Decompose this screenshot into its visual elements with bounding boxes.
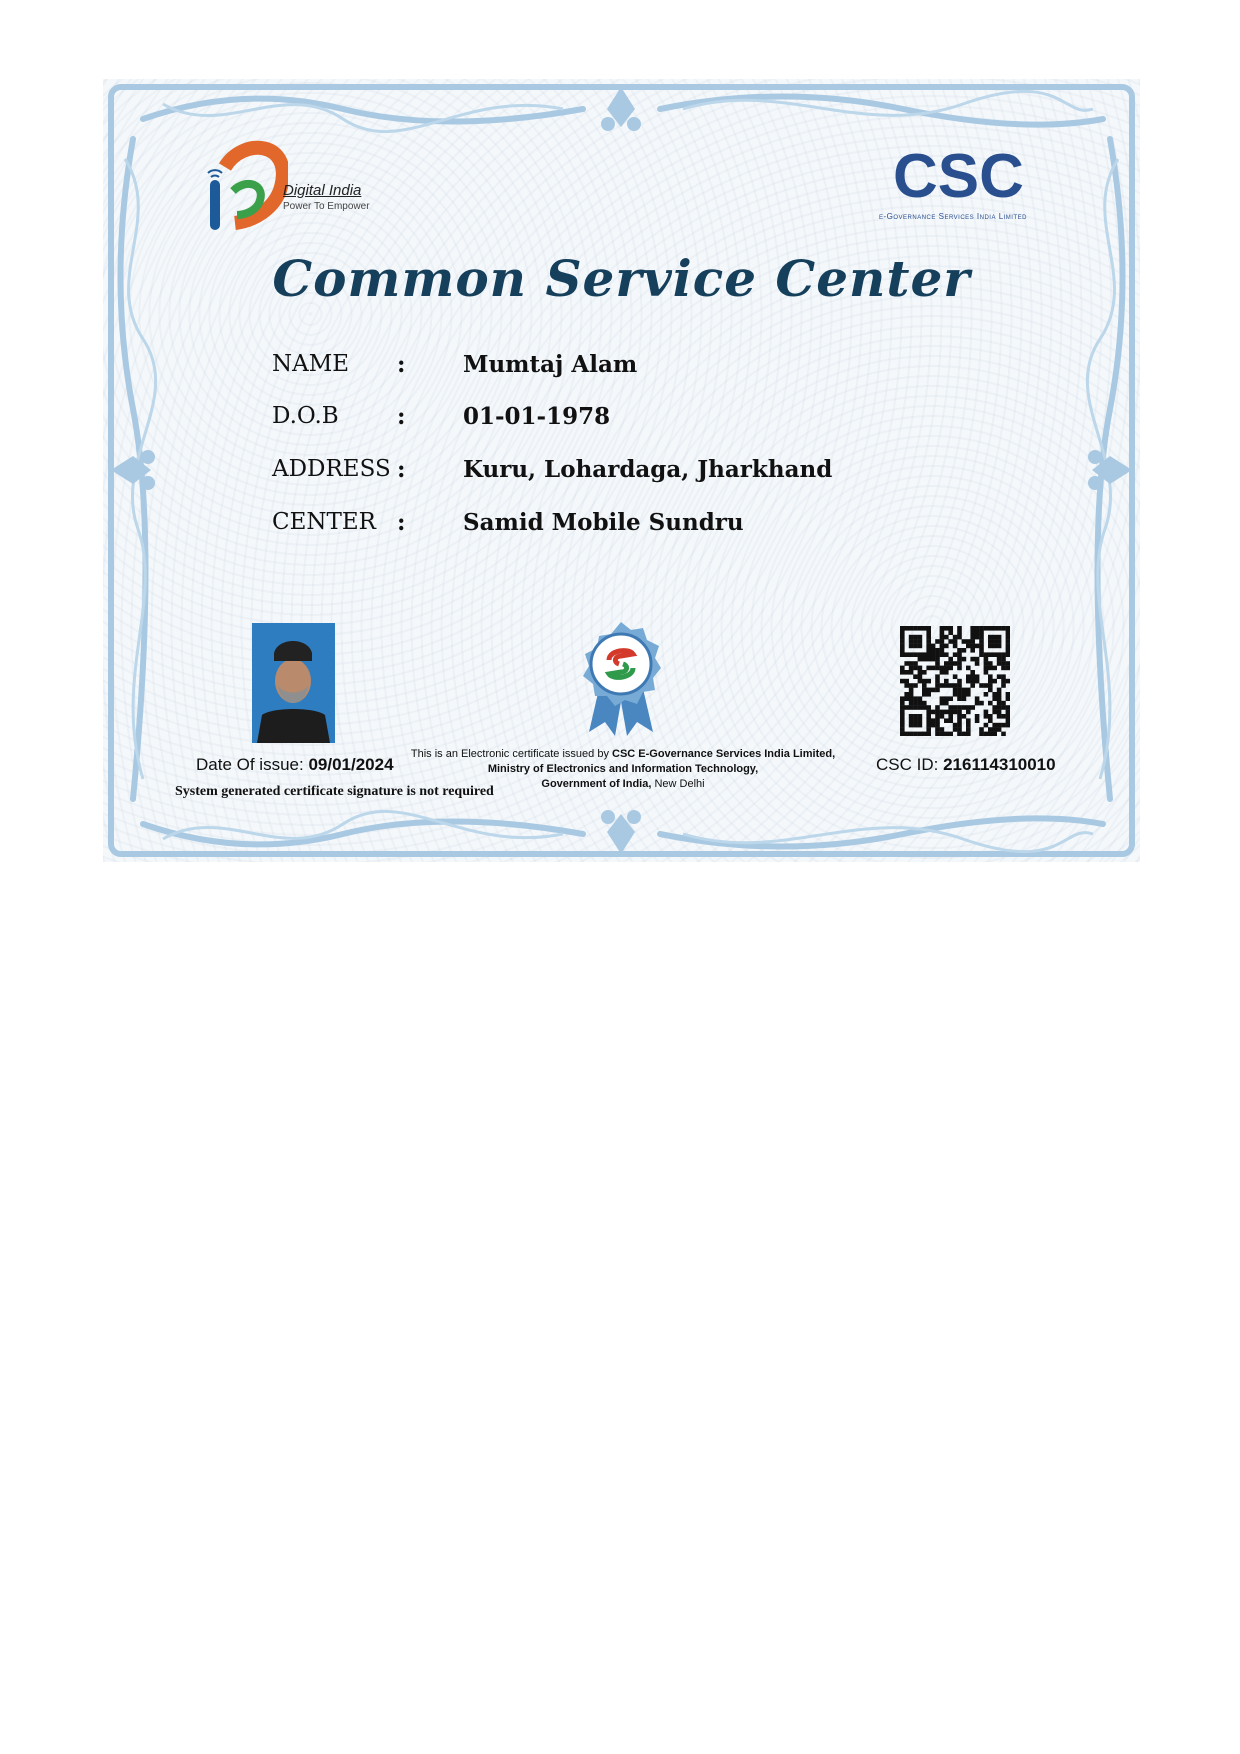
name-label: NAME: [272, 351, 350, 377]
csc-id-value: 216114310010: [943, 755, 1056, 774]
digital-india-tagline: Power To Empower: [283, 201, 370, 212]
issuer-line-2: [403, 762, 843, 777]
award-ribbon-icon: [575, 620, 667, 738]
holder-photo: [252, 623, 335, 743]
issue-date: [196, 755, 394, 775]
csc-logo: [853, 142, 1053, 225]
center-value: Samid Mobile Sundru: [463, 509, 744, 536]
csc-seal: [575, 620, 667, 738]
name-value: Mumtaj Alam: [463, 351, 638, 378]
issue-date-value: 09/01/2024: [308, 755, 394, 774]
qr-code: [900, 626, 1010, 736]
address-label: ADDRESS: [272, 456, 391, 482]
digital-india-icon: [203, 139, 288, 234]
certificate-title: Common Service Center: [272, 249, 971, 308]
issue-date-label: Date Of issue:: [196, 755, 304, 774]
issuer-statement: [403, 747, 843, 792]
dob-label: D.O.B: [272, 403, 339, 429]
center-colon: :: [397, 509, 406, 536]
digital-india-name: Digital India: [283, 182, 362, 199]
signature-note: System generated certificate signature is not required: [175, 784, 494, 799]
csc-logo-subtitle: e-Governance Services India Limited: [879, 212, 1027, 221]
csc-id-label: CSC ID:: [876, 755, 939, 774]
issuer-line-3: [403, 777, 843, 792]
qr-code-icon: [900, 626, 1010, 736]
center-label: CENTER: [272, 509, 376, 535]
issuer-line-1: [403, 747, 843, 762]
issuer-line-3-rest: New Delhi: [651, 778, 705, 790]
issuer-line-1-prefix: This is an Electronic certificate issued by: [410, 748, 612, 760]
address-colon: :: [397, 456, 406, 483]
issuer-line-2-text: Ministry of Electronics and Information Technology,: [487, 763, 759, 775]
csc-logo-letters: CSC: [893, 142, 1024, 211]
csc-id: [876, 755, 1056, 775]
dob-colon: :: [397, 403, 406, 430]
name-colon: :: [397, 351, 406, 378]
address-value: Kuru, Lohardaga, Jharkhand: [463, 456, 833, 483]
person-icon: [252, 623, 335, 743]
issuer-line-3-bold: Government of India,: [541, 778, 652, 790]
certificate: [103, 79, 1140, 862]
digital-india-logo: [203, 139, 383, 239]
dob-value: 01-01-1978: [463, 403, 611, 430]
issuer-line-1-bold: CSC E-Governance Services India Limited,: [612, 748, 836, 760]
